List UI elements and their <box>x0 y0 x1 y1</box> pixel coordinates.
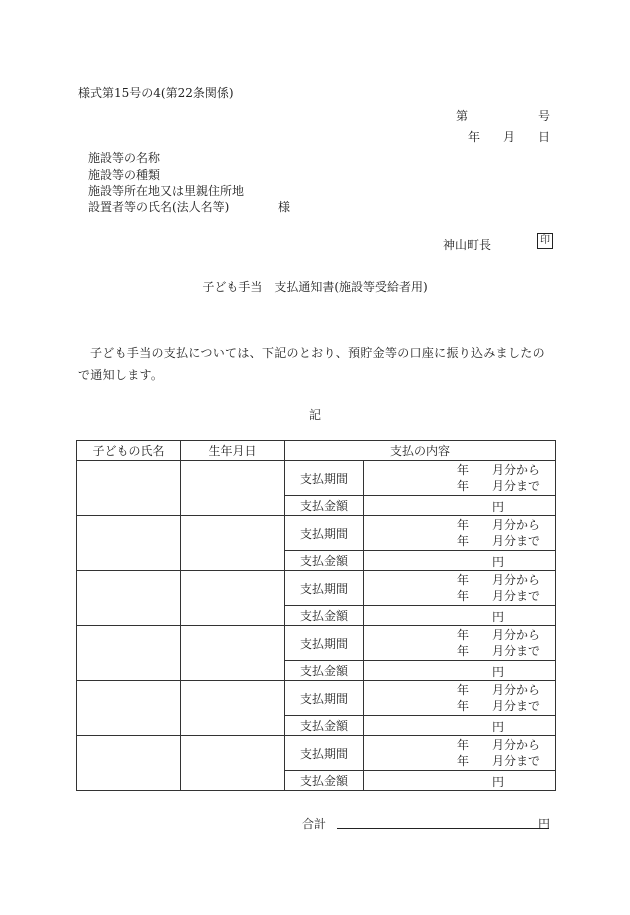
child-name-cell <box>77 461 181 516</box>
recipient-facility-type: 施設等の種類 <box>88 168 161 182</box>
notice-body-text: 子ども手当の支払については、下記のとおり、預貯金等の口座に振り込みましたので通知します。 <box>78 346 545 382</box>
to-year-label: 年 <box>457 589 470 603</box>
total-label: 合計 <box>302 817 327 831</box>
child-name-cell <box>77 681 181 736</box>
period-label-cell: 支払期間 <box>285 461 364 496</box>
from-month-label: 月分から <box>492 463 541 477</box>
from-year-label: 年 <box>457 628 470 642</box>
amount-value-cell <box>364 606 556 626</box>
amount-yen-label: 円 <box>492 720 505 734</box>
amount-yen-label: 円 <box>492 500 505 514</box>
from-month-label: 月分から <box>492 518 541 532</box>
period-value-cell <box>364 681 556 716</box>
period-from-line <box>364 572 555 588</box>
date-day-label: 日 <box>538 130 551 144</box>
period-label-cell: 支払期間 <box>285 736 364 771</box>
from-year-label: 年 <box>457 738 470 752</box>
child-name-cell <box>77 516 181 571</box>
from-year-label: 年 <box>457 518 470 532</box>
period-value-cell <box>364 626 556 661</box>
table-row-period <box>77 736 556 771</box>
table-row-period <box>77 516 556 551</box>
to-month-label: 月分まで <box>492 699 541 713</box>
period-label-cell: 支払期間 <box>285 681 364 716</box>
to-month-label: 月分まで <box>492 644 541 658</box>
to-year-label: 年 <box>457 479 470 493</box>
period-value-cell <box>364 571 556 606</box>
birth-date-cell <box>181 571 285 626</box>
child-name-cell <box>77 736 181 791</box>
amount-label-cell: 支払金額 <box>285 496 364 516</box>
from-month-label: 月分から <box>492 628 541 642</box>
from-month-label: 月分から <box>492 573 541 587</box>
period-from-line <box>364 627 555 643</box>
date-year-label: 年 <box>468 130 481 144</box>
birth-date-cell <box>181 681 285 736</box>
period-value-cell <box>364 461 556 496</box>
form-number: 様式第15号の4(第22条関係) <box>78 86 234 100</box>
period-to-line <box>364 698 555 714</box>
header-birth-date: 生年月日 <box>181 441 285 461</box>
amount-value-cell <box>364 551 556 571</box>
amount-label-cell: 支払金額 <box>285 606 364 626</box>
from-month-label: 月分から <box>492 738 541 752</box>
to-year-label: 年 <box>457 699 470 713</box>
period-label-cell: 支払期間 <box>285 571 364 606</box>
period-label-cell: 支払期間 <box>285 626 364 661</box>
to-year-label: 年 <box>457 754 470 768</box>
to-month-label: 月分まで <box>492 479 541 493</box>
date-month-label: 月 <box>503 130 516 144</box>
document-number-suffix: 号 <box>538 109 551 123</box>
child-name-cell <box>77 626 181 681</box>
period-to-line <box>364 753 555 769</box>
period-from-line <box>364 462 555 478</box>
table-header-row <box>77 441 556 461</box>
document-title: 子ども手当 支払通知書(施設等受給者用) <box>202 280 428 294</box>
from-year-label: 年 <box>457 573 470 587</box>
birth-date-cell <box>181 516 285 571</box>
table-row-period <box>77 681 556 716</box>
total-underline <box>337 828 549 829</box>
header-child-name: 子どもの氏名 <box>77 441 181 461</box>
payments-table <box>76 440 556 791</box>
amount-label-cell: 支払金額 <box>285 716 364 736</box>
amount-yen-label: 円 <box>492 665 505 679</box>
amount-value-cell <box>364 496 556 516</box>
document-number-label: 第 <box>456 109 469 123</box>
period-to-line <box>364 533 555 549</box>
seal-stamp: 印 <box>537 233 553 249</box>
birth-date-cell <box>181 461 285 516</box>
amount-yen-label: 円 <box>492 775 505 789</box>
amount-value-cell <box>364 661 556 681</box>
table-row-period <box>77 626 556 661</box>
recipient-facility-address: 施設等所在地又は里親住所地 <box>88 184 245 198</box>
birth-date-cell <box>181 626 285 681</box>
child-name-cell <box>77 571 181 626</box>
period-to-line <box>364 643 555 659</box>
from-month-label: 月分から <box>492 683 541 697</box>
to-month-label: 月分まで <box>492 534 541 548</box>
to-month-label: 月分まで <box>492 754 541 768</box>
table-row-period <box>77 461 556 496</box>
from-year-label: 年 <box>457 463 470 477</box>
amount-value-cell <box>364 716 556 736</box>
amount-value-cell <box>364 771 556 791</box>
header-payment-content: 支払の内容 <box>285 441 556 461</box>
amount-label-cell: 支払金額 <box>285 661 364 681</box>
to-year-label: 年 <box>457 534 470 548</box>
period-label-cell: 支払期間 <box>285 516 364 551</box>
period-from-line <box>364 682 555 698</box>
period-value-cell <box>364 736 556 771</box>
period-to-line <box>364 478 555 494</box>
to-year-label: 年 <box>457 644 470 658</box>
birth-date-cell <box>181 736 285 791</box>
amount-yen-label: 円 <box>492 610 505 624</box>
period-to-line <box>364 588 555 604</box>
amount-label-cell: 支払金額 <box>285 771 364 791</box>
table-row-period <box>77 571 556 606</box>
recipient-operator-name: 設置者等の氏名(法人名等) <box>88 200 230 214</box>
from-year-label: 年 <box>457 683 470 697</box>
recipient-honorific: 様 <box>278 200 291 214</box>
period-value-cell <box>364 516 556 551</box>
to-month-label: 月分まで <box>492 589 541 603</box>
amount-yen-label: 円 <box>492 555 505 569</box>
recipient-facility-name: 施設等の名称 <box>88 151 161 165</box>
period-from-line <box>364 737 555 753</box>
issuer-name: 神山町長 <box>443 238 492 252</box>
period-from-line <box>364 517 555 533</box>
amount-label-cell: 支払金額 <box>285 551 364 571</box>
record-mark: 記 <box>308 408 321 422</box>
total-yen-label: 円 <box>538 817 551 831</box>
